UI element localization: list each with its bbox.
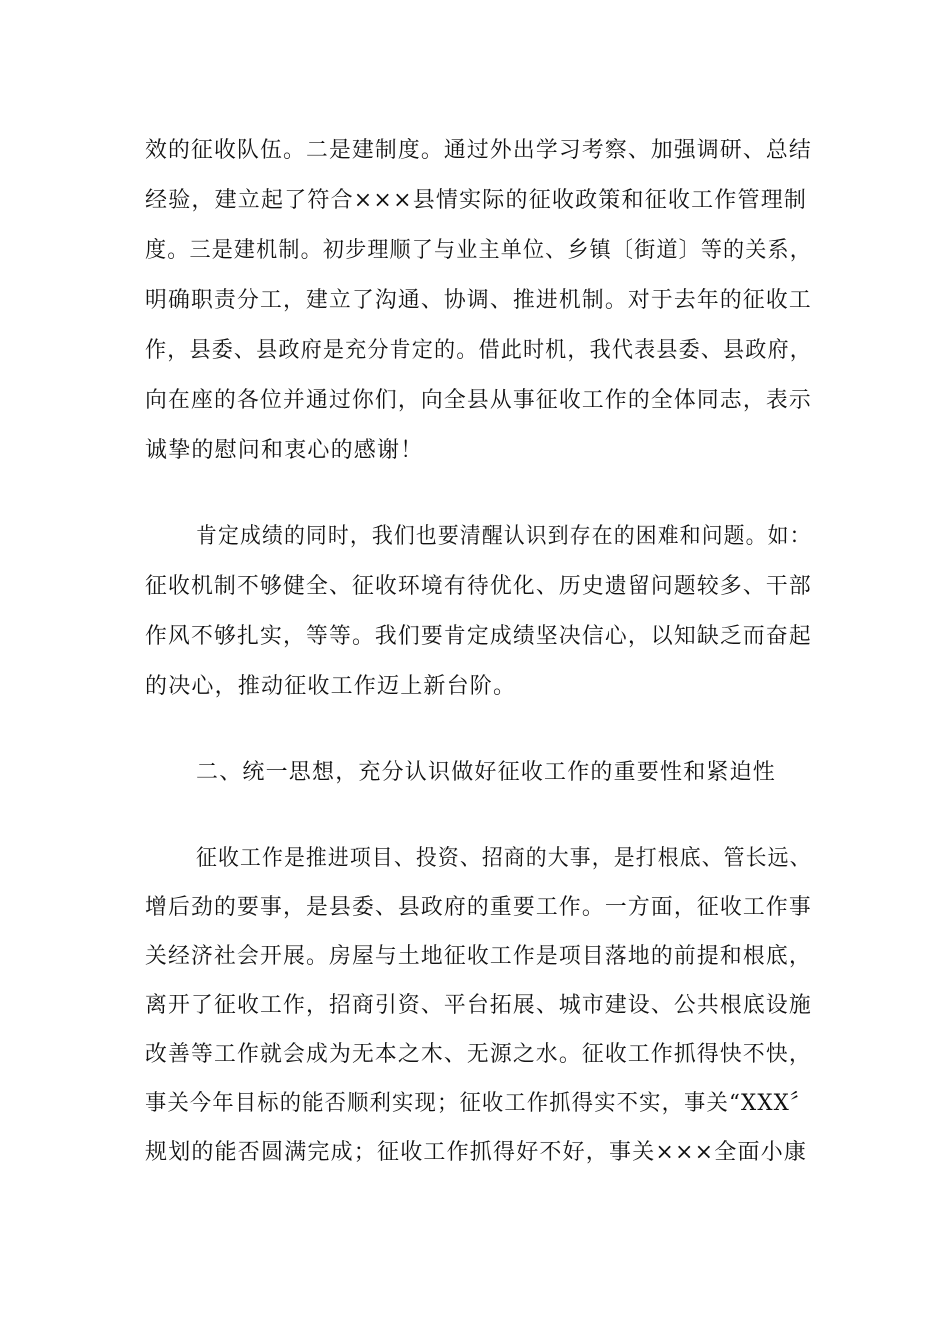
paragraph-1-line-7: 诚挚的慰问和衷心的感谢！: [145, 438, 424, 463]
paragraph-3-line-1: 征收工作是推进项目、投资、招商的大事，是打根底、管长远、: [196, 846, 812, 871]
paragraph-3-line-2: 增后劲的要事，是县委、县政府的重要工作。一方面，征收工作事: [145, 895, 812, 920]
paragraph-3-line-6: 事关今年目标的能否顺利实现；征收工作抓得实不实，事关“XXX〞: [145, 1091, 813, 1116]
section-heading-2: 二、统一思想，充分认识做好征收工作的重要性和紧迫性: [196, 760, 777, 785]
paragraph-3-line-3: 关经济社会开展。房屋与土地征收工作是项目落地的前提和根底，: [145, 944, 812, 969]
paragraph-1-line-3: 度。三是建机制。初步理顺了与业主单位、乡镇〔街道〕等的关系，: [145, 238, 812, 263]
paragraph-1-line-2: 经验，建立起了符合×××县情实际的征收政策和征收工作管理制: [145, 188, 808, 213]
paragraph-3-line-7: 规划的能否圆满完成；征收工作抓得好不好，事关×××全面小康: [145, 1140, 808, 1165]
paragraph-3-line-4: 离开了征收工作，招商引资、平台拓展、城市建设、公共根底设施: [145, 993, 812, 1018]
paragraph-1-line-5: 作，县委、县政府是充分肯定的。借此时机，我代表县委、县政府，: [145, 338, 812, 363]
paragraph-1-line-6: 向在座的各位并通过你们，向全县从事征收工作的全体同志，表示: [145, 388, 812, 413]
paragraph-2-line-4: 的决心，推动征收工作迈上新台阶。: [145, 674, 517, 699]
paragraph-2-line-1: 肯定成绩的同时，我们也要清醒认识到存在的困难和问题。如：: [196, 524, 812, 549]
paragraph-1-line-4: 明确职责分工，建立了沟通、协调、推进机制。对于去年的征收工: [145, 288, 812, 313]
paragraph-2-line-3: 作风不够扎实，等等。我们要肯定成绩坚决信心，以知缺乏而奋起: [145, 624, 812, 649]
paragraph-2-line-2: 征收机制不够健全、征收环境有待优化、历史遗留问题较多、干部: [145, 574, 812, 599]
paragraph-1-line-1: 效的征收队伍。二是建制度。通过外出学习考察、加强调研、总结: [145, 138, 812, 163]
paragraph-3-line-5: 改善等工作就会成为无本之木、无源之水。征收工作抓得快不快，: [145, 1042, 812, 1067]
